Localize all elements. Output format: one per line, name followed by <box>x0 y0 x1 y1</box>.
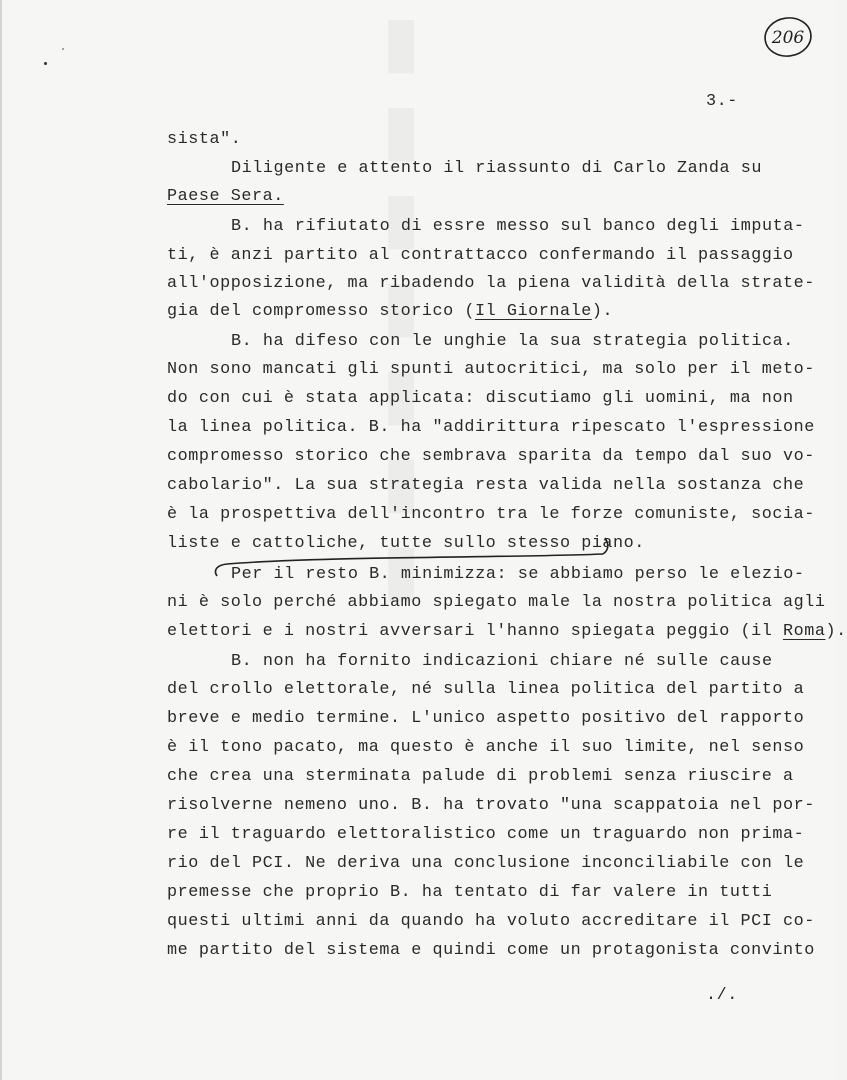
handwritten-page-number-circle <box>762 14 814 60</box>
newspaper-title: Roma <box>782 622 826 641</box>
newspaper-title: Paese Sera. <box>167 187 284 206</box>
archive-watermark: ▮▮▮▮▮▮▮ <box>360 0 442 616</box>
stray-mark <box>62 48 64 50</box>
text-line: è il tono pacato, ma questo è anche il suo limite, nel senso <box>167 738 805 757</box>
text-line: compromesso storico che sembrava sparita da tempo dal suo vo- <box>167 447 815 466</box>
text-line: la linea politica. B. ha "addirittura ripescato l'espressione <box>167 418 815 437</box>
text-line: re il traguardo elettoralistico come un traguardo non prima- <box>167 825 805 844</box>
text-line: gia del compromesso storico (Il Giornale). <box>167 302 614 321</box>
text-line: elettori e i nostri avversari l'hanno spiegata peggio (il Roma). <box>167 622 847 641</box>
text-line: liste e cattoliche, tutte sullo stesso piano. <box>167 534 645 553</box>
text-line: Diligente e attento il riassunto di Carlo Zanda su <box>231 159 763 178</box>
text-line: Non sono mancati gli spunti autocritici, ma solo per il meto- <box>167 360 815 379</box>
text-line: do con cui è stata applicata: discutiamo gli uomini, ma non <box>167 389 794 408</box>
text-line: B. non ha fornito indicazioni chiare né sulle cause <box>231 652 773 671</box>
text-line: all'opposizione, ma ribadendo la piena validità della strate- <box>167 274 815 293</box>
newspaper-title: Il Giornale <box>475 302 592 321</box>
text-line: ni è solo perché abbiamo spiegato male la nostra politica agli <box>167 593 826 612</box>
continuation-mark: ./. <box>706 986 738 1005</box>
text-line: cabolario". La sua strategia resta valida nella sostanza che <box>167 476 805 495</box>
text-line: ti, è anzi partito al contrattacco confermando il passaggio <box>167 246 794 265</box>
stray-mark <box>44 62 47 65</box>
text-line: B. ha difeso con le unghie la sua strategia politica. <box>231 332 794 351</box>
text-line: è la prospettiva dell'incontro tra le forze comuniste, socia- <box>167 505 815 524</box>
text-line: B. ha rifiutato di essre messo sul banco degli imputa- <box>231 217 805 236</box>
text-line: Per il resto B. minimizza: se abbiamo perso le elezio- <box>231 565 805 584</box>
typed-page-number: 3.- <box>706 92 738 111</box>
text-line: questi ultimi anni da quando ha voluto accreditare il PCI co- <box>167 912 815 931</box>
text-line: sista". <box>167 130 242 149</box>
text-line: che crea una sterminata palude di problemi senza riuscire a <box>167 767 794 786</box>
text-line: rio del PCI. Ne deriva una conclusione inconciliabile con le <box>167 854 805 873</box>
handwritten-page-number: 206 <box>771 28 805 48</box>
text-line: breve e medio termine. L'unico aspetto positivo del rapporto <box>167 709 805 728</box>
text-line: del crollo elettorale, né sulla linea politica del partito a <box>167 680 805 699</box>
text-line: me partito del sistema e quindi come un protagonista convinto <box>167 941 815 960</box>
text-line: premesse che proprio B. ha tentato di far valere in tutti <box>167 883 773 902</box>
text-line: risolverne nemeno uno. B. ha trovato "una scappatoia nel por- <box>167 796 815 815</box>
